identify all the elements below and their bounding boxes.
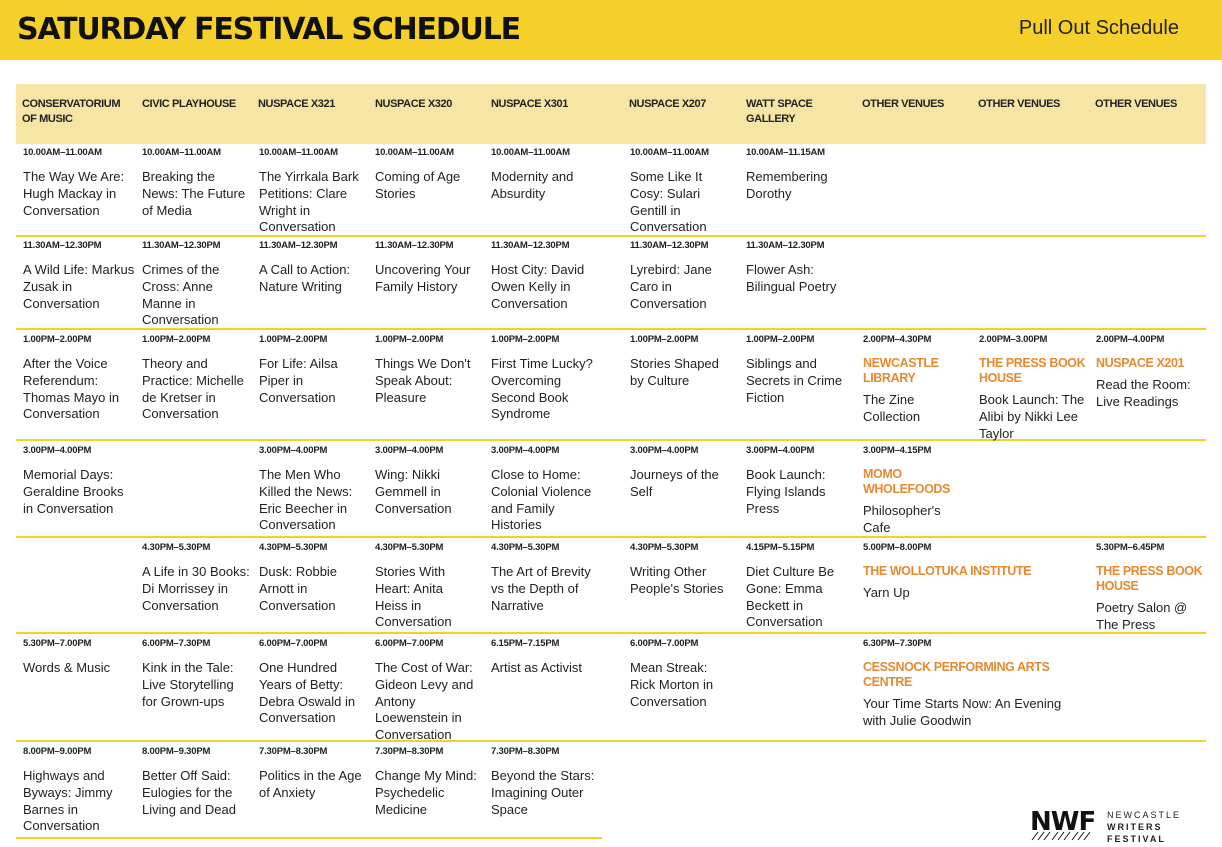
session-title: A Wild Life: Markus Zusak in Conversation <box>23 262 135 311</box>
session-time: 7.30PM–8.30PM <box>259 746 328 757</box>
session-cell <box>259 334 363 406</box>
session-cell <box>746 445 850 517</box>
session-title: The Cost of War: Gideon Levy and Antony Loewenstein in Conversation <box>375 660 474 743</box>
session-cell <box>491 240 603 312</box>
session-cell <box>23 240 135 312</box>
session-cell <box>142 147 250 219</box>
session-time: 11.30AM–12.30PM <box>746 240 825 251</box>
session-time: 1.00PM–2.00PM <box>142 334 211 345</box>
session-title: Uncovering Your Family History <box>375 262 471 294</box>
session-cell <box>375 334 483 406</box>
session-cell <box>142 240 250 329</box>
session-time: 10.00AM–11.00AM <box>491 147 570 158</box>
page-subtitle: Pull Out Schedule <box>1018 17 1179 39</box>
row-divider <box>16 536 1206 538</box>
session-cell <box>746 240 850 296</box>
session-cell <box>630 542 734 598</box>
venue-header: WATT SPACE GALLERY <box>746 98 813 125</box>
session-cell <box>863 334 967 426</box>
session-title: Read the Room: Live Readings <box>1096 377 1191 409</box>
session-time: 10.00AM–11.00AM <box>142 147 221 158</box>
session-time: 1.00PM–2.00PM <box>23 334 92 345</box>
session-cell <box>375 240 483 296</box>
session-time: 4.30PM–5.30PM <box>491 542 560 553</box>
session-title: Host City: David Owen Kelly in Conversation <box>491 262 585 311</box>
session-title: The Art of Brevity vs the Depth of Narrative <box>491 564 591 613</box>
session-cell <box>375 542 479 631</box>
session-time: 6.30PM–7.30PM <box>863 638 932 649</box>
session-time: 11.30AM–12.30PM <box>375 240 454 251</box>
session-cell <box>491 542 595 614</box>
session-cell <box>259 746 363 802</box>
session-cell <box>142 638 250 710</box>
session-time: 4.30PM–5.30PM <box>375 542 444 553</box>
session-cell <box>1096 542 1208 634</box>
session-time: 6.00PM–7.30PM <box>142 638 211 649</box>
venue-header: OTHER VENUES <box>1095 98 1177 110</box>
session-title: Flower Ash: Bilingual Poetry <box>746 262 837 294</box>
session-cell <box>491 445 603 534</box>
logo-text-line: NEWCASTLE <box>1107 810 1182 820</box>
venue-header: NUSPACE X207 <box>629 98 706 110</box>
session-time: 4.15PM–5.15PM <box>746 542 815 553</box>
session-cell <box>259 542 363 614</box>
venue-header: OTHER VENUES <box>978 98 1060 110</box>
session-time: 10.00AM–11.00AM <box>23 147 102 158</box>
session-title: The Yirrkala Bark Petitions: Clare Wright in Conversation <box>259 169 359 235</box>
session-time: 11.30AM–12.30PM <box>630 240 709 251</box>
session-time: 2.00PM–4.30PM <box>863 334 932 345</box>
session-cell <box>375 445 479 517</box>
session-time: 1.00PM–2.00PM <box>375 334 444 345</box>
row-divider <box>16 837 602 839</box>
row-divider <box>16 632 1206 634</box>
session-time: 6.00PM–7.00PM <box>630 638 699 649</box>
session-time: 3.00PM–4.15PM <box>863 445 932 456</box>
session-title: Artist as Activist <box>491 660 583 675</box>
session-time: 3.00PM–4.00PM <box>23 445 92 456</box>
session-title: Close to Home: Colonial Violence and Family Histories <box>491 467 592 533</box>
session-time: 2.00PM–3.00PM <box>979 334 1048 345</box>
session-time: 11.30AM–12.30PM <box>259 240 338 251</box>
session-time: 10.00AM–11.15AM <box>746 147 825 158</box>
session-time: 10.00AM–11.00AM <box>259 147 338 158</box>
row-divider <box>16 235 1206 237</box>
session-cell <box>746 542 850 631</box>
session-cell <box>375 638 483 744</box>
session-cell <box>630 445 734 501</box>
session-cell <box>491 746 603 818</box>
session-venue: MOMO WHOLEFOODS <box>863 467 950 496</box>
session-cell <box>630 638 734 710</box>
session-time: 3.00PM–4.00PM <box>746 445 815 456</box>
session-venue: NEWCASTLE LIBRARY <box>863 356 939 385</box>
session-title: Diet Culture Be Gone: Emma Beckett in Conversation <box>746 564 835 630</box>
session-time: 7.30PM–8.30PM <box>375 746 444 757</box>
session-title: The Zine Collection <box>863 392 921 424</box>
session-cell <box>375 746 483 818</box>
session-title: Politics in the Age of Anxiety <box>259 768 362 800</box>
session-venue: THE PRESS BOOK HOUSE <box>979 356 1086 385</box>
session-cell <box>142 746 250 818</box>
session-cell <box>23 638 135 677</box>
session-title: Dusk: Robbie Arnott in Conversation <box>259 564 338 613</box>
session-time: 6.00PM–7.00PM <box>259 638 328 649</box>
session-time: 3.00PM–4.00PM <box>491 445 560 456</box>
session-time: 4.30PM–5.30PM <box>142 542 211 553</box>
session-title: Writing Other People's Stories <box>630 564 724 596</box>
session-cell <box>259 445 363 534</box>
session-time: 6.00PM–7.00PM <box>375 638 444 649</box>
session-cell <box>863 638 1063 730</box>
session-title: For Life: Ailsa Piper in Conversation <box>259 356 338 405</box>
session-time: 11.30AM–12.30PM <box>142 240 221 251</box>
session-title: Modernity and Absurdity <box>491 169 574 201</box>
session-cell <box>375 147 479 203</box>
logo-mark: NWF <box>1030 807 1096 837</box>
venue-header: NUSPACE X320 <box>375 98 452 110</box>
session-title: Your Time Starts Now: An Evening with Julie Goodwin <box>863 696 1062 728</box>
session-time: 10.00AM–11.00AM <box>375 147 454 158</box>
session-title: First Time Lucky? Overcoming Second Book Syndrome <box>491 356 593 422</box>
session-venue: THE WOLLOTUKA INSTITUTE <box>863 564 1032 578</box>
session-time: 5.30PM–6.45PM <box>1096 542 1165 553</box>
title-banner <box>0 0 1222 60</box>
session-time: 11.30AM–12.30PM <box>491 240 570 251</box>
venue-header: NUSPACE X301 <box>491 98 568 110</box>
session-title: The Men Who Killed the News: Eric Beecher in Conversation <box>259 467 353 533</box>
session-time: 8.00PM–9.00PM <box>23 746 92 757</box>
session-cell <box>491 638 603 677</box>
session-cell <box>979 334 1089 442</box>
session-cell <box>863 542 1083 602</box>
session-title: Breaking the News: The Future of Media <box>142 169 246 218</box>
session-time: 4.30PM–5.30PM <box>259 542 328 553</box>
session-time: 2.00PM–4.00PM <box>1096 334 1165 345</box>
session-title: Better Off Said: Eulogies for the Living and Dead <box>142 768 236 817</box>
session-title: Journeys of the Self <box>630 467 719 499</box>
session-title: One Hundred Years of Betty: Debra Oswald in Conversation <box>259 660 356 726</box>
session-cell <box>491 147 603 203</box>
session-time: 1.00PM–2.00PM <box>259 334 328 345</box>
session-time: 1.00PM–2.00PM <box>491 334 560 345</box>
session-title: Lyrebird: Jane Caro in Conversation <box>630 262 712 311</box>
session-time: 4.30PM–5.30PM <box>630 542 699 553</box>
session-cell <box>630 240 734 312</box>
session-cell <box>746 334 850 406</box>
session-cell <box>259 147 363 236</box>
session-title: Beyond the Stars: Imagining Outer Space <box>491 768 595 817</box>
session-title: Stories Shaped by Culture <box>630 356 719 388</box>
session-cell <box>259 638 367 727</box>
session-time: 3.00PM–4.00PM <box>375 445 444 456</box>
session-time: 1.00PM–2.00PM <box>746 334 815 345</box>
session-time: 11.30AM–12.30PM <box>23 240 102 251</box>
session-cell <box>259 240 363 296</box>
session-venue: CESSNOCK PERFORMING ARTS CENTRE <box>863 660 1050 689</box>
venue-header: OTHER VENUES <box>862 98 944 110</box>
session-title: A Call to Action: Nature Writing <box>259 262 351 294</box>
session-title: The Way We Are: Hugh Mackay in Conversation <box>23 169 125 218</box>
session-time: 3.00PM–4.00PM <box>259 445 328 456</box>
session-cell <box>23 147 135 219</box>
session-title: Change My Mind: Psychedelic Medicine <box>375 768 477 817</box>
session-title: Wing: Nikki Gemmell in Conversation <box>375 467 452 516</box>
venue-header-row <box>16 84 1206 144</box>
session-time: 5.00PM–8.00PM <box>863 542 932 553</box>
session-venue: NUSPACE X201 <box>1096 356 1185 370</box>
session-title: Remembering Dorothy <box>746 169 828 201</box>
session-cell <box>491 334 603 423</box>
session-time: 3.00PM–4.00PM <box>630 445 699 456</box>
session-title: Book Launch: Flying Islands Press <box>746 467 826 516</box>
session-title: Coming of Age Stories <box>375 169 461 201</box>
session-time: 1.00PM–2.00PM <box>630 334 699 345</box>
session-time: 8.00PM–9.30PM <box>142 746 211 757</box>
session-time: 7.30PM–8.30PM <box>491 746 560 757</box>
logo-hatch-icon <box>1030 831 1092 841</box>
session-cell <box>23 445 135 517</box>
session-title: Theory and Practice: Michelle de Kretser in Conversation <box>142 356 244 422</box>
venue-header: CIVIC PLAYHOUSE <box>142 98 236 110</box>
venue-header: NUSPACE X321 <box>258 98 335 110</box>
session-title: Things We Don't Speak About: Pleasure <box>375 356 471 405</box>
session-title: Crimes of the Cross: Anne Manne in Conversation <box>142 262 220 328</box>
session-cell <box>630 334 734 390</box>
session-title: Philosopher's Cafe <box>863 503 941 535</box>
session-title: Highways and Byways: Jimmy Barnes in Conversation <box>23 768 113 834</box>
session-cell <box>142 542 250 614</box>
session-time: 5.30PM–7.00PM <box>23 638 92 649</box>
session-title: Yarn Up <box>863 585 910 600</box>
session-title: Memorial Days: Geraldine Brooks in Conversation <box>23 467 124 516</box>
session-cell <box>630 147 734 236</box>
logo-text-line: FESTIVAL <box>1107 834 1166 844</box>
session-title: Stories With Heart: Anita Heiss in Conversation <box>375 564 452 630</box>
session-time: 10.00AM–11.00AM <box>630 147 709 158</box>
session-title: Siblings and Secrets in Crime Fiction <box>746 356 843 405</box>
session-cell <box>23 746 127 835</box>
festival-logo <box>1030 807 1195 847</box>
session-title: A Life in 30 Books: Di Morrissey in Conversation <box>142 564 250 613</box>
session-venue: THE PRESS BOOK HOUSE <box>1096 564 1203 593</box>
session-title: Kink in the Tale: Live Storytelling for Grown-ups <box>142 660 234 709</box>
logo-text-line: WRITERS <box>1107 822 1163 832</box>
session-title: Some Like It Cosy: Sulari Gentill in Conversation <box>630 169 707 235</box>
row-divider <box>16 740 1206 742</box>
session-cell <box>1096 334 1206 411</box>
session-title: Book Launch: The Alibi by Nikki Lee Taylor <box>979 392 1085 441</box>
session-title: After the Voice Referendum: Thomas Mayo in Conversation <box>23 356 120 422</box>
session-title: Mean Streak: Rick Morton in Conversation <box>630 660 714 709</box>
session-cell <box>746 147 850 203</box>
session-title: Words & Music <box>23 660 111 675</box>
session-title: Poetry Salon @ The Press <box>1096 600 1188 632</box>
page-title: SATURDAY FESTIVAL SCHEDULE <box>17 12 520 47</box>
session-cell <box>142 334 250 423</box>
session-cell <box>863 445 967 537</box>
session-cell <box>23 334 135 423</box>
session-time: 6.15PM–7.15PM <box>491 638 560 649</box>
venue-header: CONSERVATORIUM OF MUSIC <box>22 98 121 125</box>
